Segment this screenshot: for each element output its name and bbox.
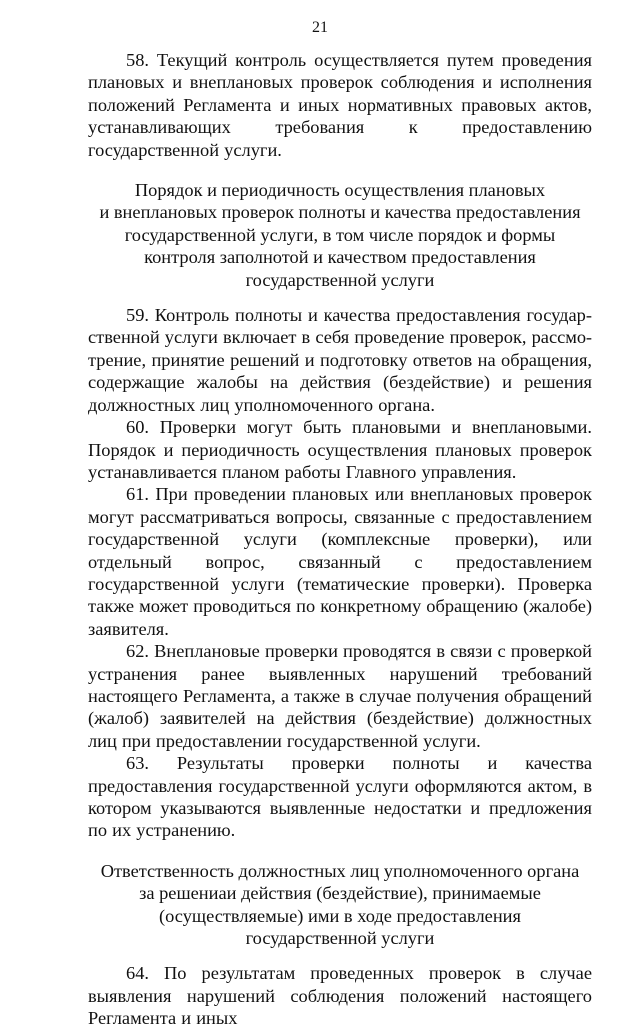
- page-number: 21: [312, 19, 328, 36]
- heading-line: и внеплановых проверок полноты и качества предоставления: [99, 202, 581, 223]
- text-line: 62. Внеплановые проверки проводятся в связи с проверкой: [126, 641, 592, 662]
- text-line: новых и внеплановых проверок соблюдения и исполнения поло: [88, 72, 592, 115]
- text-line: док и периодичность осуществления плановых проверок устанав: [88, 439, 592, 482]
- heading-line: (осуществляемые) ими в ходе предоставления: [159, 905, 521, 926]
- text-line: ливается планом работы Главного управления.: [148, 461, 517, 482]
- paragraph-60: [88, 416, 592, 483]
- section-heading-inspections: [88, 179, 592, 291]
- heading-line: государственной услуги: [245, 269, 435, 290]
- text-line: государственной услуги оформляются актом, в котором указыва: [88, 775, 593, 818]
- paragraph-59: [88, 304, 592, 416]
- text-line: телей на действия (бездействие) должностных лиц при предостав: [88, 708, 592, 751]
- heading-line: государственной услуги, в том числе порядок и формы: [124, 224, 556, 245]
- text-line: по конкретному обращению (жалобе) заявителя.: [88, 596, 592, 639]
- text-line: вопрос, связанный с предоставлением государственной услуги: [88, 551, 592, 594]
- text-line: 59. Контроль полноты и качества предоставления государ: [126, 305, 592, 326]
- text-line: 58. Текущий контроль осуществляется путем проведения пла: [88, 50, 592, 93]
- text-line: 63. Результаты проверки полноты и качества предоставления: [88, 753, 592, 796]
- text-line: Регламента, а также в случае получения обращений (жалоб) заяви: [88, 685, 592, 729]
- heading-line: контроля заполнотой и качеством предоставления: [144, 247, 536, 268]
- text-line: ливающих требования к предоставлению государственной услуги.: [88, 117, 592, 160]
- paragraph-58: [88, 49, 592, 161]
- paragraph-62: [88, 640, 592, 752]
- text-line: устранения ранее выявленных нарушений требований настоящего: [88, 663, 592, 706]
- text-line: лении государственной услуги.: [234, 730, 481, 751]
- paragraph-63: [88, 752, 592, 842]
- text-line: (тематические проверки). Проверка также может проводиться: [88, 573, 592, 617]
- text-line: ются выявленные недостатки и предложения по их устранению.: [88, 798, 592, 841]
- text-line: нарушений соблюдения положений настоящего Регламента и иных: [88, 985, 592, 1029]
- text-line: 61. При проведении плановых или внеплановых проверок: [126, 484, 592, 505]
- document-body: [88, 49, 592, 1030]
- heading-line: Порядок и периодичность осуществления плановых: [134, 180, 546, 201]
- text-line: трение, принятие решений и подготовку ответов на обращения,: [88, 349, 592, 370]
- heading-line: государственной услуги: [245, 928, 435, 949]
- text-line: государственной услуги (комплексные проверки), или отдельный: [88, 529, 592, 572]
- heading-line: Ответственность должностных лиц уполномоченного органа: [100, 860, 580, 881]
- heading-line: за решениаи действия (бездействие), принимаемые: [139, 883, 541, 904]
- paragraph-61: [88, 483, 592, 640]
- text-line: 60. Проверки могут быть плановыми и внеплановыми. Поря: [88, 417, 592, 460]
- text-line: ностных лиц уполномоченного органа.: [128, 394, 435, 415]
- text-line: жений Регламента и иных нормативных правовых актов, устанав: [88, 94, 592, 138]
- paragraph-64: [88, 962, 592, 1029]
- text-line: могут рассматриваться вопросы, связанные с предоставлением: [88, 506, 592, 527]
- text-line: 64. По результатам проведенных проверок в случае выявления: [88, 963, 592, 1006]
- text-line: содержащие жалобы на действия (бездействие) и решения долж: [88, 372, 592, 415]
- text-line: ственной услуги включает в себя проведение проверок, рассмо: [88, 327, 592, 348]
